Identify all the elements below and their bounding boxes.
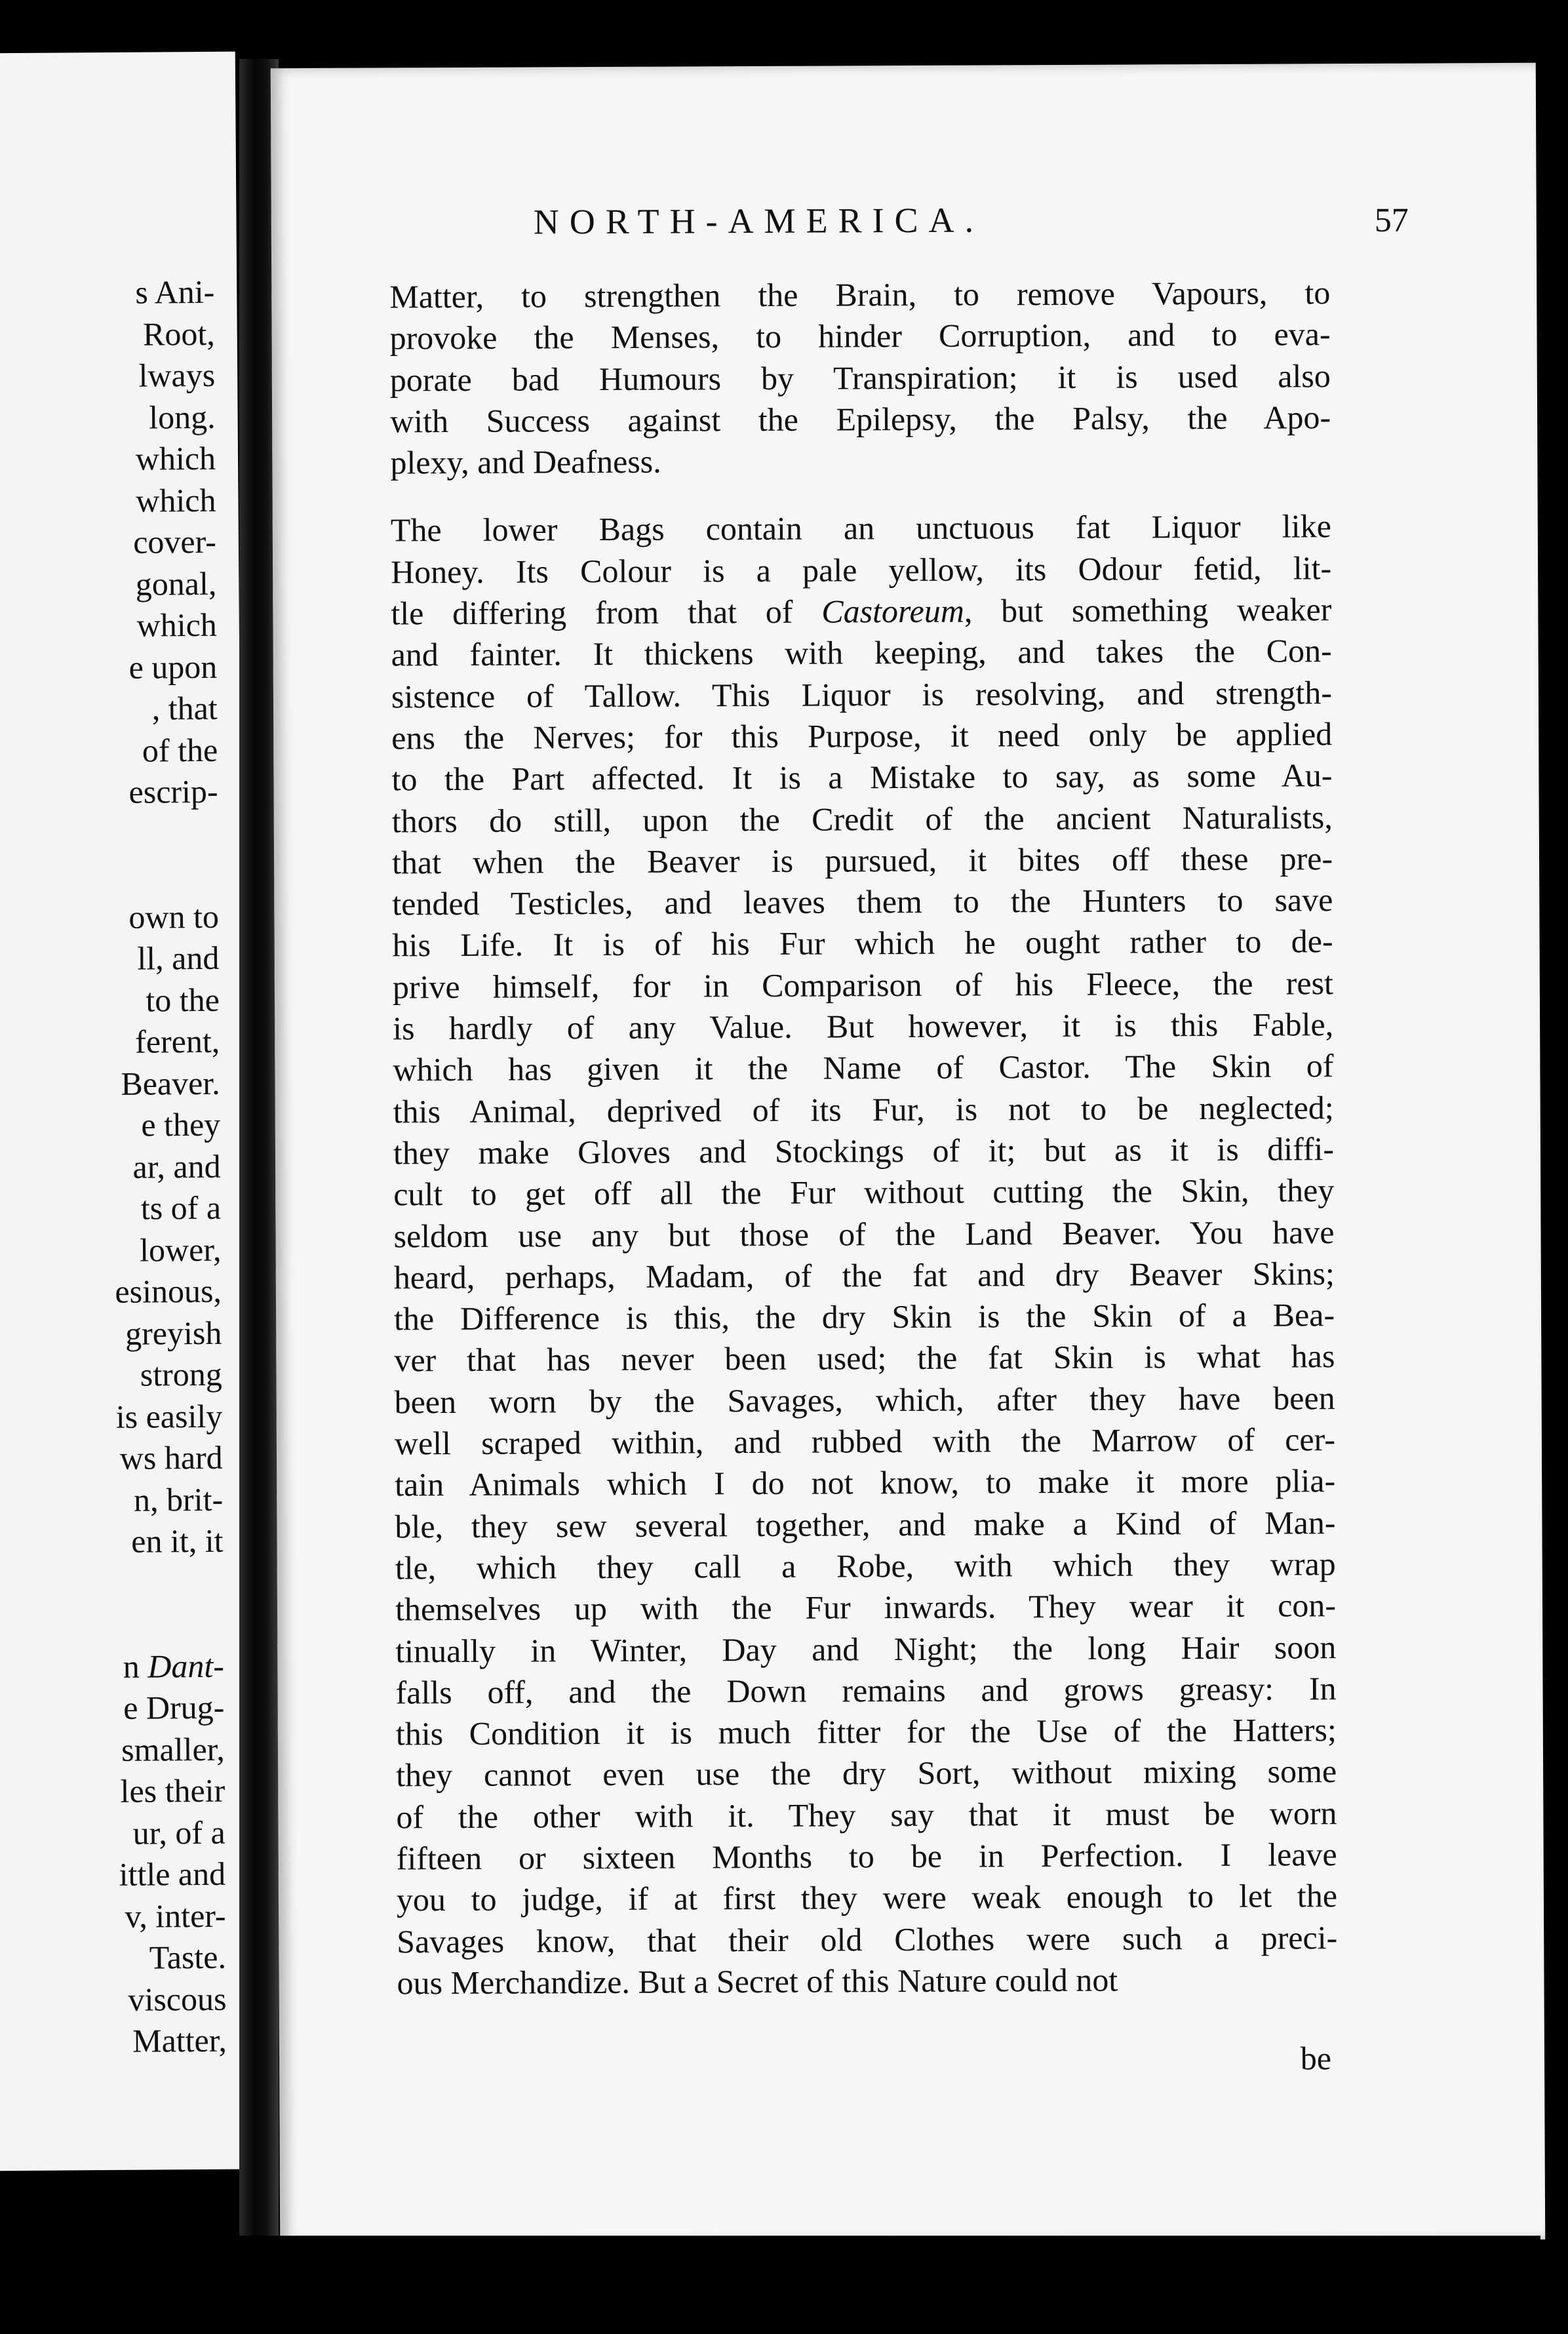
left-page-line: ur, of a <box>132 1813 225 1851</box>
left-page-line: Taste. <box>149 1938 227 1976</box>
text-line: this Animal, deprived of its Fur, is not to be neglected; <box>393 1088 1334 1130</box>
text-line: is hardly of any Value. But however, it is this Fable, <box>393 1006 1334 1047</box>
left-page-line <box>112 854 219 897</box>
paragraph-lower-bags <box>391 506 1338 2004</box>
left-page-line: Root, <box>142 315 215 353</box>
left-page-line: esinous, <box>115 1272 222 1310</box>
left-page-line: ll, and <box>137 939 220 977</box>
text-line: The lower Bags contain an unctuous fat Liquor like <box>390 507 1331 549</box>
left-page-line: Beaver. <box>121 1064 220 1102</box>
left-page-line <box>111 812 218 855</box>
text-line: tinually in Winter, Day and Night; the long Hair soon <box>395 1628 1337 1669</box>
left-page-line: ittle and <box>119 1855 226 1893</box>
text-line: the Difference is this, the dry Skin is the Skin of a Bea- <box>393 1296 1335 1337</box>
left-page-line: to the <box>146 981 220 1019</box>
text-line: you to judge, if at first they were weak enough to let the <box>396 1877 1338 1918</box>
left-page-line: cover- <box>133 523 217 561</box>
text-line: ble, they sew several together, and make a Kind of Man- <box>395 1503 1336 1545</box>
text-line: well scraped within, and rubbed with the Marrow of cer- <box>394 1421 1336 1462</box>
text-line: Honey. Its Colour is a pale yellow, its Odour fetid, lit- <box>390 549 1332 591</box>
left-page-line: lower, <box>139 1231 222 1269</box>
text-line: ous Merchandize. But a Secret of this Nature could not <box>397 1961 1118 2002</box>
text-line: themselves up with the Fur inwards. They wear it con- <box>395 1587 1337 1628</box>
text-line: falls off, and the Down remains and grows greasy: In <box>395 1669 1337 1711</box>
text-line: they cannot even use the dry Sort, without mixing some <box>396 1752 1337 1794</box>
left-page-line: e upon <box>128 648 218 686</box>
text-line: tended Testicles, and leaves them to the Hunters to save <box>392 881 1333 922</box>
text-line: of the other with it. They say that it must be worn <box>396 1794 1337 1836</box>
catchword: be <box>1300 2040 1332 2077</box>
text-line: thors do still, upon the Credit of the ancient Naturalists, <box>391 798 1333 839</box>
left-page-fragment <box>0 52 250 2171</box>
left-page-line <box>117 1562 224 1604</box>
left-page-line: long. <box>149 398 216 436</box>
left-page-line: which <box>135 439 216 477</box>
text-line: to the Part affected. It is a Mistake to say, as some Au- <box>391 757 1333 798</box>
paragraph-continued <box>389 272 1331 484</box>
left-page-line: en it, it <box>131 1522 224 1560</box>
left-page-line: ts of a <box>140 1189 222 1227</box>
left-page-line: which <box>136 606 218 644</box>
left-page-line: s Ani- <box>135 273 215 311</box>
running-head: NORTH-AMERICA. <box>533 200 985 242</box>
text-line: plexy, and Deafness. <box>390 443 661 481</box>
left-page-line: viscous <box>128 1980 227 2018</box>
text-line: his Life. It is of his Fur which he ought rather to de- <box>392 922 1333 964</box>
text-line: that when the Beaver is pursued, it bites off these pre- <box>391 840 1333 881</box>
left-page-line: ferent, <box>134 1022 220 1060</box>
text-line: they make Gloves and Stockings of it; but as it is diffi- <box>393 1130 1335 1172</box>
left-page-text <box>108 271 227 2063</box>
body-text <box>389 272 1337 2004</box>
text-line: this Condition it is much fitter for the Use of the Hatters; <box>395 1711 1337 1752</box>
left-page-line: which <box>136 481 216 519</box>
paragraph-gap <box>391 480 1331 510</box>
text-line: porate bad Humours by Transpiration; it is used also <box>389 357 1331 399</box>
left-page-line <box>117 1604 224 1646</box>
italic-term: Dant- <box>147 1647 225 1685</box>
left-page-line: gonal, <box>135 564 217 603</box>
left-page-line: n, brit- <box>133 1480 224 1518</box>
left-page-line: greyish <box>125 1314 222 1352</box>
text-line: and fainter. It thickens with keeping, and takes the Con- <box>391 632 1332 673</box>
right-page <box>271 63 1545 2245</box>
left-page-line: own to <box>128 898 220 936</box>
left-page-line: e they <box>141 1105 221 1143</box>
left-page-line: les their <box>120 1771 225 1810</box>
left-page-line: is easily <box>115 1397 223 1435</box>
left-page-line: ar, and <box>132 1147 221 1185</box>
left-page-line: smaller, <box>121 1730 225 1768</box>
left-page-line: e Drug- <box>123 1688 225 1726</box>
left-page-line: , that <box>151 689 218 727</box>
left-page-line: Matter, <box>132 2021 227 2059</box>
text-line: provoke the Menses, to hinder Corruption, and to eva- <box>389 315 1331 357</box>
text-line: been worn by the Savages, which, after they have been <box>394 1379 1335 1421</box>
left-page-line: lways <box>138 356 216 394</box>
bottom-shadow <box>275 2236 1540 2334</box>
text-line: tle differing from that of Castoreum, but something weaker <box>391 591 1332 632</box>
left-page-line: strong <box>140 1355 222 1393</box>
italic-term: Castoreum <box>821 592 965 630</box>
text-line: Savages know, that their old Clothes were such a preci- <box>397 1918 1338 1960</box>
text-line: which has given it the Name of Castor. The Skin of <box>393 1047 1334 1088</box>
text-line: heard, perhaps, Madam, of the fat and dry Beaver Skins; <box>393 1254 1335 1296</box>
left-page-line: escrip- <box>128 772 218 810</box>
text-line: prive himself, for in Comparison of his Fleece, the rest <box>392 964 1333 1006</box>
text-line: tle, which they call a Robe, with which they wrap <box>395 1545 1336 1587</box>
text-line: with Success against the Epilepsy, the Palsy, the Apo- <box>389 399 1331 440</box>
text-line: ver that has never been used; the fat Skin is what has <box>394 1337 1335 1379</box>
left-page-line: v, inter- <box>125 1897 226 1935</box>
text-line: ens the Nerves; for this Purpose, it need only be applied <box>391 715 1333 757</box>
text-line: sistence of Tallow. This Liquor is resolving, and strength- <box>391 673 1333 715</box>
text-line: Matter, to strengthen the Brain, to remove Vapours, to <box>389 274 1331 315</box>
text-line: tain Animals which I do not know, to make it more plia- <box>395 1462 1336 1503</box>
text-line: fifteen or sixteen Months to be in Perfection. I leave <box>396 1836 1337 1877</box>
left-page-line: of the <box>142 731 218 769</box>
text-line: seldom use any but those of the Land Beaver. You have <box>393 1213 1335 1254</box>
left-page-line: n Dant- <box>123 1647 225 1685</box>
page-number: 57 <box>1374 201 1409 239</box>
left-page-line: ws hard <box>119 1438 223 1476</box>
text-line: cult to get off all the Fur without cutting the Skin, they <box>393 1172 1335 1213</box>
